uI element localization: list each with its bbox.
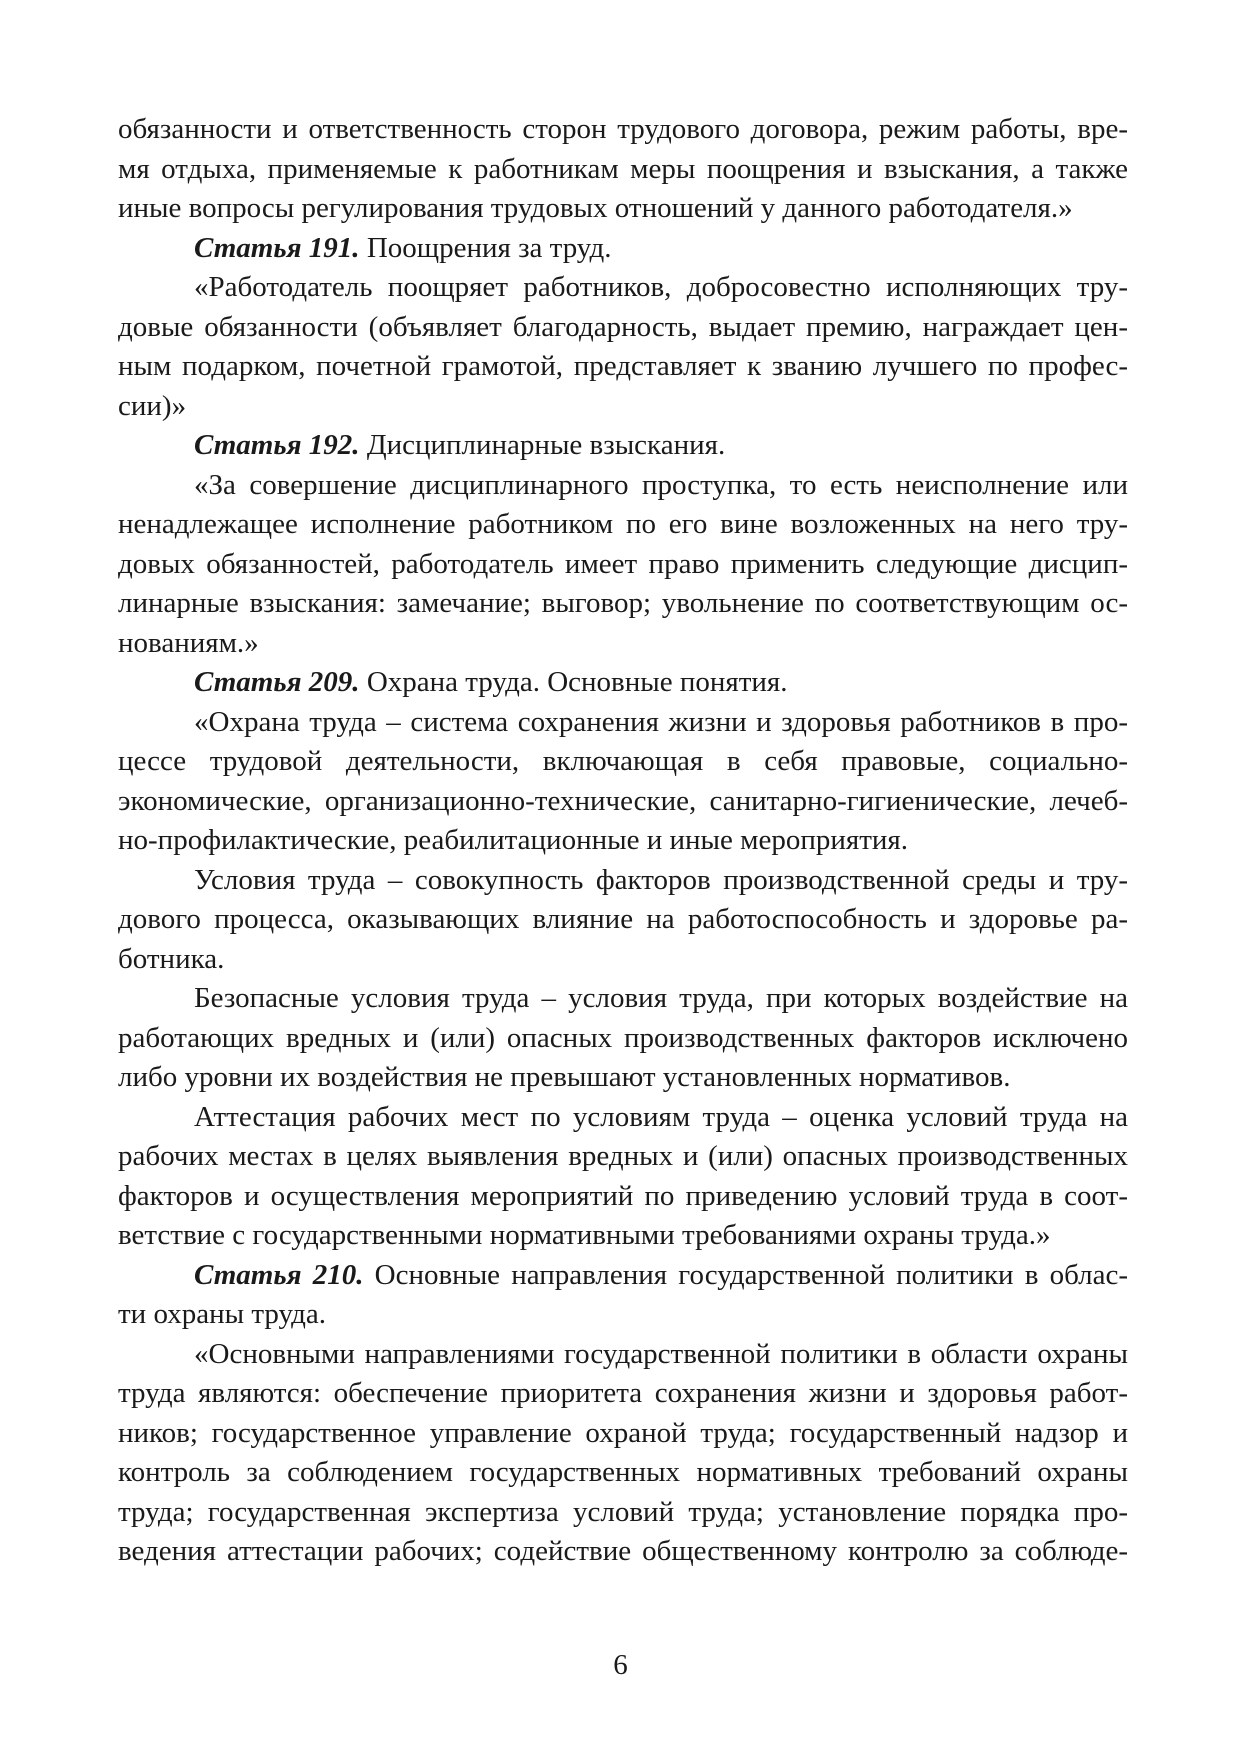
text-line: Безопасные условия труда – условия труда, при которых воздействие на	[194, 982, 1128, 1014]
text-line: нованиям.»	[118, 626, 259, 659]
article-192-heading	[118, 426, 1128, 466]
text-line: дового процесса, оказывающих влияние на работоспособность и здоровье ра-	[118, 903, 1128, 935]
text-line: довых обязанностей, работодатель имеет право применить следующие дисцип-	[118, 547, 1128, 580]
article-209-heading	[118, 663, 1128, 703]
text-line: труда являются: обеспечение приоритета сохранения жизни и здоровья работ-	[118, 1377, 1128, 1409]
text-line: «За совершение дисциплинарного проступка, то есть неисполнение или	[194, 468, 1128, 501]
text-line: экономические, организационно-технические, санитарно-гигиенические, лечеб-	[118, 784, 1128, 817]
text-line: иные вопросы регулирования трудовых отношений у данного работодателя.»	[118, 192, 1073, 224]
text-line: Условия труда – совокупность факторов производственной среды и тру-	[194, 863, 1128, 896]
text-line: контроль за соблюдением государственных нормативных требований охраны	[118, 1456, 1128, 1488]
document-page	[118, 110, 1128, 1572]
text-line: цессе трудовой деятельности, включающая в себя правовые, социально-	[118, 745, 1128, 777]
text-line: «Работодатель поощряет работников, добросовестно исполняющих тру-	[194, 271, 1128, 303]
article-title: Статья 209.	[194, 666, 360, 698]
text-line: «Основными направлениями государственной политики в области охраны	[194, 1337, 1128, 1370]
text-line: работающих вредных и (или) опасных производственных факторов исключено	[118, 1021, 1128, 1054]
article-title: Статья 210.	[194, 1258, 364, 1291]
article-subject: Поощрения за труд.	[359, 231, 612, 264]
text-line: но-профилактические, реабилитационные и иные мероприятия.	[118, 824, 909, 856]
text-line: либо уровни их воздействия не превышают установленных нормативов.	[118, 1061, 1011, 1093]
article-subject: Охрана труда. Основные понятия.	[359, 666, 788, 698]
text-line: Аттестация рабочих мест по условиям труда – оценка условий труда на	[194, 1100, 1128, 1133]
text-line: рабочих местах в целях выявления вредных и (или) опасных производственных	[118, 1140, 1128, 1172]
text-line: факторов и осуществления мероприятий по приведению условий труда в соот-	[118, 1179, 1128, 1212]
text-line: обязанности и ответственность сторон трудового договора, режим работы, вре-	[118, 113, 1128, 145]
text-line: линарные взыскания: замечание; выговор; увольнение по соответствующим ос-	[118, 587, 1128, 619]
text-line: «Охрана труда – система сохранения жизни и здоровья работников в про-	[194, 705, 1128, 738]
text-line: ведения аттестации рабочих; содействие общественному контролю за соблюде-	[118, 1535, 1128, 1567]
text-line: ти охраны труда.	[118, 1298, 327, 1330]
text-line: ников; государственное управление охраной труда; государственный надзор и	[118, 1416, 1128, 1449]
article-210-heading	[118, 1256, 1128, 1296]
article-title: Статья 191.	[194, 231, 360, 264]
text-line: ным подарком, почетной грамотой, представляет к званию лучшего по профес-	[118, 350, 1128, 382]
text-line: ненадлежащее исполнение работником по его вине возложенных на него тру-	[118, 508, 1128, 540]
text-line: ботника.	[118, 942, 225, 975]
text-line: ветствие с государственными нормативными требованиями охраны труда.»	[118, 1219, 1051, 1251]
article-subject: Основные направления государственной политики в облас-	[363, 1258, 1129, 1291]
text-line: труда; государственная экспертиза условий труда; установление порядка про-	[118, 1495, 1128, 1528]
article-subject: Дисциплинарные взыскания.	[359, 429, 726, 461]
text-line: сии)»	[118, 389, 187, 422]
page-number: 6	[613, 1649, 628, 1681]
text-line: мя отдыха, применяемые к работникам меры поощрения и взыскания, а также	[118, 152, 1128, 185]
article-title: Статья 192.	[194, 429, 360, 461]
article-191-heading	[118, 229, 1128, 269]
text-line: довые обязанности (объявляет благодарность, выдает премию, награждает цен-	[118, 310, 1128, 343]
